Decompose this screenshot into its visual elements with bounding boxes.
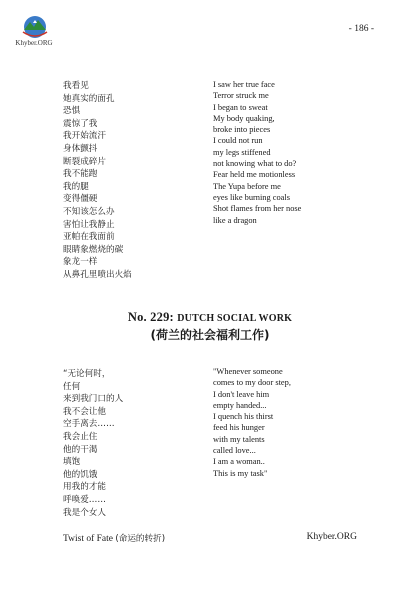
poem-line-en: eyes like burning coals [213,192,290,202]
book-title: Twist of Fate [63,534,113,544]
poem-line-cn: “无论何时， [63,369,111,379]
poem-line-en: like a dragon [213,215,257,225]
poem-line-cn: 我看见 [63,81,89,91]
poem-line-cn: 任何 [63,381,81,392]
poem-line-en: with my talents [213,434,265,444]
poem-line-cn: 从鼻孔里喷出火焰 [63,269,132,280]
poem2-chinese [63,368,123,519]
book-title-cn: (命运的转折) [115,534,166,544]
poem-line-cn: 她真实的面孔 [63,93,115,104]
poem-line-cn: 他的干渴 [63,444,98,455]
poem-line-en: This is my task" [213,468,268,478]
poem-line-cn: 我会止住 [63,431,98,442]
poem-line-cn: 我不会让他 [63,406,106,417]
poem-line-en: Shot flames from her nose [213,204,302,214]
poem1-chinese [63,80,132,282]
poem-line-cn: 变得僵硬 [63,194,98,205]
poem1-english [213,79,301,226]
poem-line-cn: 象龙一样 [63,257,98,268]
poem-line-en: empty handed... [213,400,267,410]
footer-book-title [63,532,165,544]
poem-line-en: Terror struck me [213,91,269,101]
poem-line-en: called love... [213,446,256,456]
section-title-cn: (荷兰的社会福利工作) [150,328,270,342]
poem-line-cn: 震惊了我 [63,118,98,129]
poem-line-en: I began to sweat [213,102,268,112]
poem-line-cn: 我不能跑 [63,169,98,180]
poem-line-en: feed his hunger [213,423,265,433]
poem2-english [213,366,291,479]
poem-line-cn: 不知该怎么办 [63,206,115,217]
poem-line-en: my legs stiffened [213,147,271,157]
poem-line-cn: 身体颤抖 [63,143,98,154]
poem-line-en: I saw her true face [213,80,275,89]
poem-line-en: I could not run [213,136,263,146]
poem-line-en: I don't leave him [213,389,270,399]
poem-line-cn: 眼睛象燃烧的碳 [63,244,124,255]
page-number: - 186 - [348,24,374,34]
poem-line-en: Fear held me motionless [213,170,296,180]
poem-line-en: not knowing what to do? [213,159,297,169]
section-title-en: DUTCH SOCIAL WORK [177,313,293,324]
poem-line-cn: 恐惧 [63,106,81,117]
poem-line-cn: 断裂成碎片 [63,156,106,167]
poem-line-cn: 呼唤爱…… [63,494,106,505]
footer-site: Khyber.ORG [306,532,357,542]
poem-line-cn: 我开始流汗 [63,131,106,142]
section-number: No. 229: [127,310,174,324]
poem-line-cn: 空手离去…… [63,419,115,430]
poem-line-en: I am a woman.. [213,457,265,467]
poem-line-cn: 我是个女人 [63,507,106,518]
poem-line-en: My body quaking, [213,113,275,123]
poem-line-cn: 来到我门口的人 [63,394,124,405]
logo-text: Khyber.ORG [15,39,53,47]
poem-line-en: I quench his thirst [213,412,274,422]
poem-line-en: broke into pieces [213,125,271,135]
poem-line-en: comes to my door step, [213,378,291,388]
poem-line-cn: 害怕让我静止 [63,219,115,230]
poem-line-en: "Whenever someone [213,367,283,376]
poem-line-cn: 我的腿 [63,181,89,192]
poem-line-cn: 亚帕在我面前 [63,232,115,243]
poem-line-cn: 他的饥饿 [63,469,98,480]
section-heading [0,310,420,325]
poem-line-cn: 填饱 [63,457,81,468]
poem-line-en: The Yupa before me [213,181,281,191]
poem-line-cn: 用我的才能 [63,482,106,493]
